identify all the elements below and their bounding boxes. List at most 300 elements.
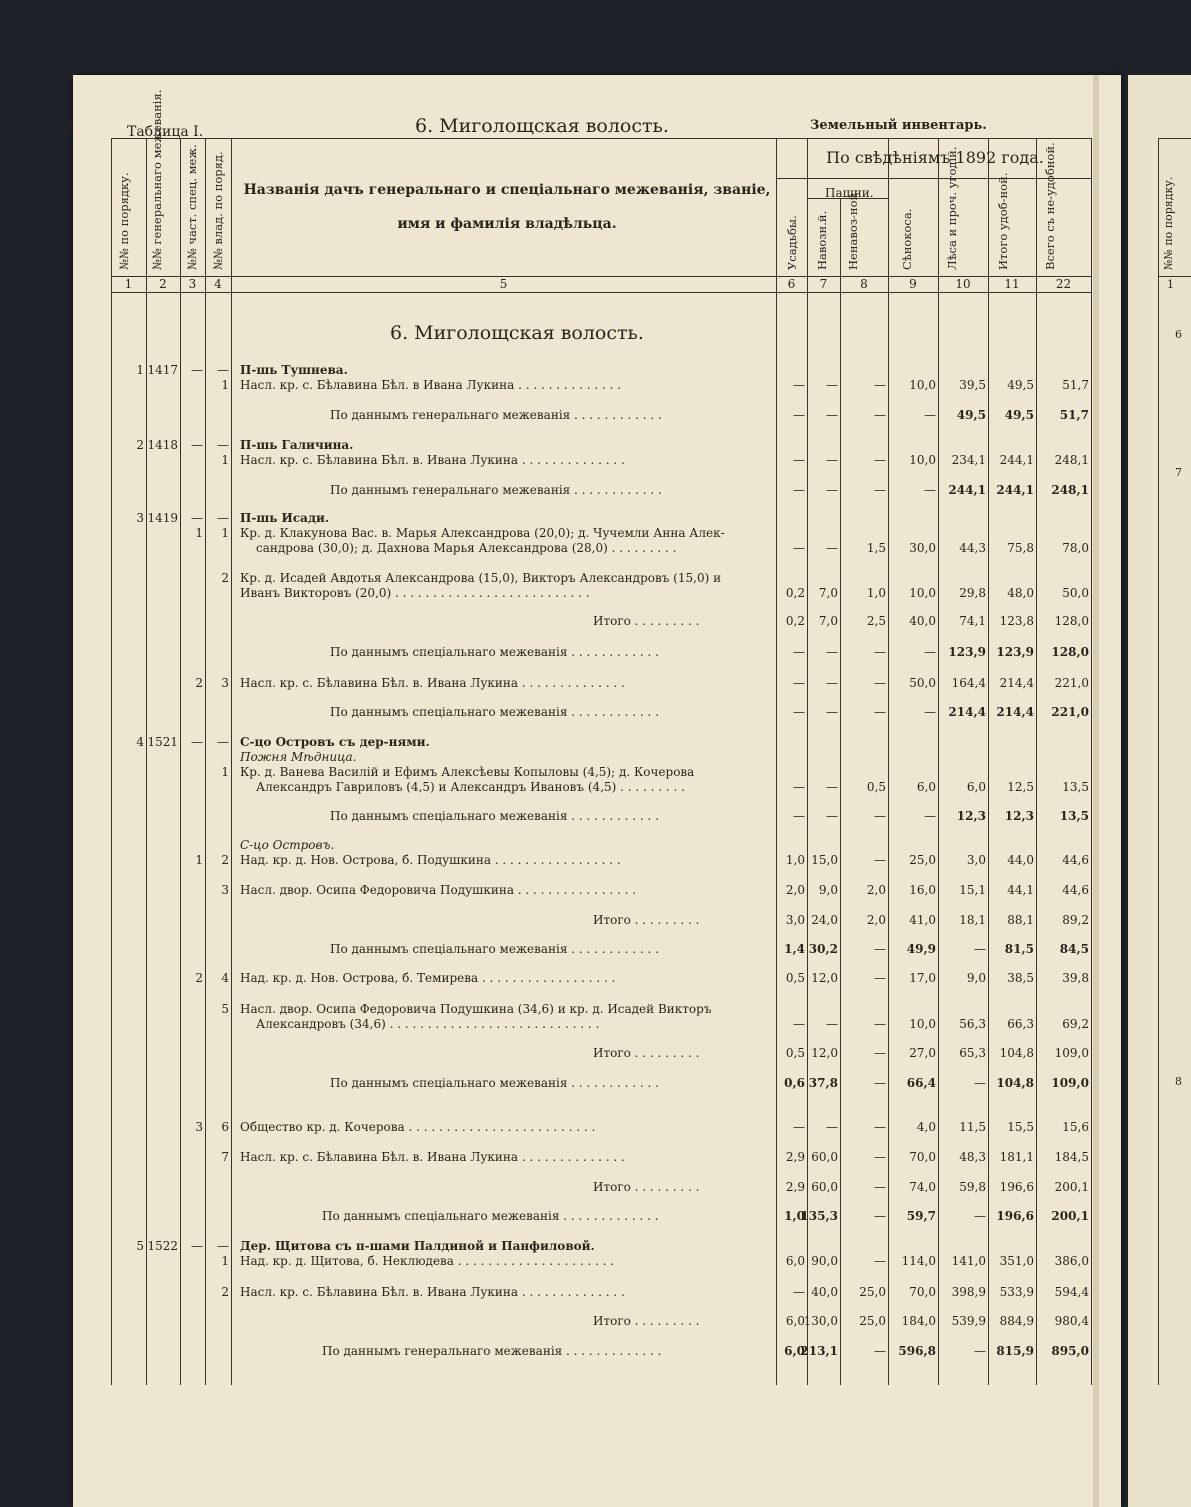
row-value: 2,0 (866, 913, 886, 927)
row-value: 3,0 (785, 913, 805, 927)
row-value: — (874, 408, 886, 422)
row-value: 6,0 (785, 1254, 805, 1268)
row-value: 17,0 (909, 971, 936, 985)
row-value: 49,5 (1004, 408, 1034, 422)
row-label: Дер. Щитова съ п-шами Палдиной и Панфиловой. (240, 1239, 595, 1253)
row-value: — (826, 780, 838, 794)
row-index-c4: 3 (221, 676, 229, 690)
row-index-c4: 2 (221, 1285, 229, 1299)
row-value: 89,2 (1062, 913, 1089, 927)
row-value: 244,1 (996, 483, 1034, 497)
row-value: — (874, 1120, 886, 1134)
row-value: 49,5 (1007, 378, 1034, 392)
row-value: 533,9 (999, 1285, 1034, 1299)
row-value: — (874, 1344, 886, 1358)
row-value: 16,0 (909, 883, 936, 897)
row-value: — (826, 541, 838, 555)
row-index-c3: 2 (195, 971, 203, 985)
row-value: 25,0 (859, 1285, 886, 1299)
row-value: 40,0 (909, 614, 936, 628)
row-value: 114,0 (901, 1254, 936, 1268)
row-value: 60,0 (811, 1150, 838, 1164)
row-value: 9,0 (966, 971, 986, 985)
row-value: 78,0 (1062, 541, 1089, 555)
column-header-c11: Итого удоб-ной. (996, 172, 1010, 270)
row-value: 0,5 (785, 1046, 805, 1060)
facing-column-header: №№ по порядку. (1162, 176, 1175, 270)
row-value: — (826, 408, 838, 422)
column-number: 5 (499, 277, 508, 291)
row-value: — (874, 853, 886, 867)
column-header-c3: №№ част. спец. меж. (185, 144, 199, 270)
row-value: 248,1 (1051, 483, 1089, 497)
row-value: 196,6 (996, 1209, 1034, 1223)
book-gutter (1093, 75, 1099, 1507)
table-label: Таблица I. (127, 124, 204, 140)
column-number-rule (111, 292, 1091, 293)
row-value: 81,5 (1004, 942, 1034, 956)
row-value: 244,1 (999, 453, 1034, 467)
table-top-rule (111, 138, 1091, 139)
row-value: 200,1 (1054, 1180, 1089, 1194)
row-value: — (793, 483, 805, 497)
row-value: — (924, 645, 936, 659)
row-value: 164,4 (951, 676, 986, 690)
row-value: 69,2 (1062, 1017, 1089, 1031)
row-index-c2: 1522 (147, 1239, 178, 1253)
row-value: 12,0 (811, 1046, 838, 1060)
column-number: 1 (124, 277, 133, 291)
column-header-c1: №№ по порядку. (117, 172, 131, 270)
row-value: 6,0 (784, 1344, 805, 1358)
row-value: 30,0 (909, 541, 936, 555)
row-index-c1: 5 (136, 1239, 144, 1253)
row-index-c4: — (217, 438, 229, 452)
row-value: 12,0 (811, 971, 838, 985)
row-value: 44,0 (1007, 853, 1034, 867)
column-border (146, 138, 147, 1385)
row-value: 196,6 (999, 1180, 1034, 1194)
row-value: — (793, 408, 805, 422)
row-index-c3: 1 (195, 526, 203, 540)
row-value: — (826, 378, 838, 392)
row-value: 41,0 (909, 913, 936, 927)
row-value: 10,0 (909, 586, 936, 600)
row-label: Над. кр. д. Нов. Острова, б. Подушкина . . . . . . . . . . . . . . . . . (240, 853, 621, 867)
row-value: — (874, 645, 886, 659)
row-value: 109,0 (1051, 1076, 1089, 1090)
row-label: Кр. д. Клакунова Вас. в. Марья Александрова (20,0); д. Чучемли Анна Алек- (240, 526, 725, 540)
column-border (988, 138, 989, 1385)
row-value: — (924, 705, 936, 719)
row-value: — (874, 1076, 886, 1090)
row-value: — (874, 483, 886, 497)
row-value: 13,5 (1059, 809, 1089, 823)
row-value: — (826, 483, 838, 497)
page-number: 2 (62, 118, 74, 139)
row-value: — (826, 645, 838, 659)
row-value: 48,0 (1007, 586, 1034, 600)
row-label: По даннымъ спеціальнаго межеванія . . . . . . . . . . . . (330, 809, 659, 823)
row-value: 128,0 (1054, 614, 1089, 628)
row-label: По даннымъ спеціальнаго межеванія . . . . . . . . . . . . (330, 645, 659, 659)
running-head: Земельный инвентарь. (810, 118, 987, 133)
row-value: 2,9 (785, 1150, 805, 1164)
facing-column-border (1158, 138, 1159, 1385)
row-value: 40,0 (811, 1285, 838, 1299)
row-label: Общество кр. д. Кочерова . . . . . . . . . . . . . . . . . . . . . . . . . (240, 1120, 596, 1134)
row-index-c4: — (217, 511, 229, 525)
row-value: 88,1 (1007, 913, 1034, 927)
row-value: 7,0 (818, 586, 838, 600)
row-value: 48,3 (959, 1150, 986, 1164)
row-label: По даннымъ генеральнаго межеванія . . . . . . . . . . . . . (322, 1344, 662, 1358)
row-value: 214,4 (996, 705, 1034, 719)
column-header-c7: Навозн.й. (815, 210, 829, 270)
row-label: П-шь Тушнева. (240, 363, 348, 377)
row-value: 15,5 (1007, 1120, 1034, 1134)
row-label: Кр. д. Ванева Василій и Ефимъ Алексѣевы Копыловы (4,5); д. Кочерова (240, 765, 695, 779)
row-value: — (874, 676, 886, 690)
facing-row-number: 7 (1175, 466, 1182, 479)
arable-header: Пашни. (825, 186, 874, 200)
row-value: — (874, 809, 886, 823)
row-value: — (826, 1120, 838, 1134)
row-value: 15,0 (811, 853, 838, 867)
row-value: 29,8 (959, 586, 986, 600)
row-value: 74,0 (909, 1180, 936, 1194)
row-index-c1: 2 (136, 438, 144, 452)
row-value: 59,7 (906, 1209, 936, 1223)
row-index-c3: — (191, 1239, 203, 1253)
row-value: 130,0 (803, 1314, 838, 1328)
column-header-c4: №№ влад. по поряд. (211, 151, 225, 270)
row-value: 50,0 (909, 676, 936, 690)
row-value: 27,0 (909, 1046, 936, 1060)
row-value: — (924, 483, 936, 497)
row-value: 38,5 (1007, 971, 1034, 985)
row-label: Итого . . . . . . . . . (593, 1046, 700, 1060)
row-value: 66,3 (1007, 1017, 1034, 1031)
row-value: — (793, 676, 805, 690)
row-index-c4: 5 (221, 1002, 229, 1016)
row-value: 221,0 (1054, 676, 1089, 690)
row-value: 49,9 (906, 942, 936, 956)
row-value: 184,5 (1054, 1150, 1089, 1164)
column-header-c9: Сѣнокоса. (900, 208, 914, 270)
row-index-c3: — (191, 511, 203, 525)
row-value: 70,0 (909, 1150, 936, 1164)
row-label: Насл. двор. Осипа Федоровича Подушкина . . . . . . . . . . . . . . . . (240, 883, 637, 897)
row-value: 10,0 (909, 378, 936, 392)
row-index-c1: 3 (136, 511, 144, 525)
row-value: 1,0 (866, 586, 886, 600)
row-value: 123,8 (999, 614, 1034, 628)
row-value: 0,2 (785, 614, 805, 628)
column-number: 7 (819, 277, 828, 291)
row-value: 4,0 (916, 1120, 936, 1134)
row-label: По даннымъ спеціальнаго межеванія . . . . . . . . . . . . . (322, 1209, 659, 1223)
row-value: — (974, 1344, 986, 1358)
row-value: 6,0 (966, 780, 986, 794)
row-index-c4: — (217, 735, 229, 749)
row-index-c4: 4 (221, 971, 229, 985)
row-value: 234,1 (951, 453, 986, 467)
row-value: 248,1 (1054, 453, 1089, 467)
column-number: 8 (860, 277, 868, 291)
row-value: 141,0 (951, 1254, 986, 1268)
row-index-c4: 3 (221, 883, 229, 897)
row-value: 214,4 (999, 676, 1034, 690)
row-label: По даннымъ генеральнаго межеванія . . . . . . . . . . . . (330, 483, 662, 497)
column-border (938, 138, 939, 1385)
column-border (776, 138, 777, 1385)
row-value: — (974, 1076, 986, 1090)
row-value: 884,9 (999, 1314, 1034, 1328)
row-value: — (793, 1017, 805, 1031)
column-border (205, 138, 206, 1385)
row-index-c4: — (217, 363, 229, 377)
row-value: 12,3 (1004, 809, 1034, 823)
row-value: 25,0 (859, 1314, 886, 1328)
row-value: — (793, 453, 805, 467)
column-number: 10 (955, 277, 971, 291)
row-value: 398,9 (951, 1285, 986, 1299)
row-index-c3: 3 (195, 1120, 203, 1134)
row-value: 539,9 (951, 1314, 986, 1328)
row-value: — (874, 378, 886, 392)
row-value: — (874, 1209, 886, 1223)
row-value: 30,2 (808, 942, 838, 956)
row-value: — (826, 705, 838, 719)
row-value: 386,0 (1054, 1254, 1089, 1268)
row-value: 70,0 (909, 1285, 936, 1299)
row-value: — (874, 453, 886, 467)
row-label: С-цо Островъ съ дер-нями. (240, 735, 430, 749)
row-value: 135,3 (800, 1209, 838, 1223)
row-label: По даннымъ спеціальнаго межеванія . . . . . . . . . . . . (330, 942, 659, 956)
row-value: 7,0 (818, 614, 838, 628)
row-index-c4: 2 (221, 571, 229, 585)
row-label: Иванъ Викторовъ (20,0) . . . . . . . . . . . . . . . . . . . . . . . . . . (240, 586, 590, 600)
row-value: 181,1 (999, 1150, 1034, 1164)
row-label: С-цо Островъ. (240, 838, 335, 852)
column-border (1036, 138, 1037, 1385)
column-header-c8: Ненавоз-ной. (846, 189, 860, 270)
row-value: 1,5 (866, 541, 886, 555)
row-value: 2,0 (866, 883, 886, 897)
row-value: 244,1 (948, 483, 986, 497)
row-value: — (826, 809, 838, 823)
row-value: 74,1 (959, 614, 986, 628)
row-value: 24,0 (811, 913, 838, 927)
row-value: 0,6 (784, 1076, 805, 1090)
row-value: 123,9 (996, 645, 1034, 659)
row-value: 214,4 (948, 705, 986, 719)
column-border (888, 138, 889, 1385)
row-index-c1: 4 (136, 735, 144, 749)
row-value: 594,4 (1054, 1285, 1089, 1299)
row-label: Над. кр. д. Щитова, б. Неклюдева . . . . . . . . . . . . . . . . . . . . . (240, 1254, 615, 1268)
column-number: 2 (159, 277, 167, 291)
row-value: 10,0 (909, 1017, 936, 1031)
column-border (1091, 138, 1092, 1385)
row-value: 2,9 (785, 1180, 805, 1194)
facing-rule (1158, 276, 1191, 277)
row-value: — (924, 408, 936, 422)
column-5-header: Названія дачъ генеральнаго и спеціальнаго межеванія, званіе, имя и фамилія владѣльца. (243, 182, 771, 232)
row-value: — (874, 942, 886, 956)
row-value: 39,5 (959, 378, 986, 392)
row-value: 0,5 (866, 780, 886, 794)
row-value: 1,0 (785, 853, 805, 867)
row-value: 25,0 (909, 853, 936, 867)
row-label: Кр. д. Исадей Авдотья Александрова (15,0), Викторъ Александровъ (15,0) и (240, 571, 722, 585)
row-index-c4: 1 (221, 378, 229, 392)
column-number: 6 (787, 277, 796, 291)
row-value: — (793, 705, 805, 719)
row-label: Насл. кр. с. Бѣлавина Бѣл. в. Ивана Лукина . . . . . . . . . . . . . . (240, 676, 625, 690)
row-value: 51,7 (1062, 378, 1089, 392)
row-value: 15,6 (1062, 1120, 1089, 1134)
column-number: 11 (1004, 277, 1020, 291)
row-value: 6,0 (785, 1314, 805, 1328)
row-value: 815,9 (996, 1344, 1034, 1358)
row-label: Насл. двор. Осипа Федоровича Подушкина (34,6) и кр. д. Исадей Викторъ (240, 1002, 712, 1016)
row-value: 2,5 (866, 614, 886, 628)
row-label: Насл. кр. с. Бѣлавина Бѣл. в. Ивана Лукина . . . . . . . . . . . . . . (240, 453, 625, 467)
row-index-c2: 1419 (147, 511, 178, 525)
row-value: 596,8 (898, 1344, 936, 1358)
column-border (180, 138, 181, 1385)
row-label: П-шь Галичина. (240, 438, 354, 452)
row-value: — (793, 1120, 805, 1134)
row-value: — (826, 453, 838, 467)
row-value: — (974, 1209, 986, 1223)
row-value: 9,0 (818, 883, 838, 897)
column-border (807, 138, 808, 1385)
row-value: — (874, 971, 886, 985)
row-value: 221,0 (1051, 705, 1089, 719)
row-value: 60,0 (811, 1180, 838, 1194)
row-label: Итого . . . . . . . . . (593, 1180, 700, 1194)
row-value: 2,0 (785, 883, 805, 897)
row-value: 49,5 (956, 408, 986, 422)
row-label: Александръ Гавриловъ (4,5) и Александръ Ивановъ (4,5) . . . . . . . . . (256, 780, 685, 794)
row-label: Насл. кр. с. Бѣлавина Бѣл. в. Ивана Лукина . . . . . . . . . . . . . . (240, 1285, 625, 1299)
row-value: — (874, 1254, 886, 1268)
row-index-c3: — (191, 735, 203, 749)
row-value: 11,5 (959, 1120, 986, 1134)
row-label: Итого . . . . . . . . . (593, 913, 700, 927)
row-value: 44,1 (1007, 883, 1034, 897)
row-value: 213,1 (800, 1344, 838, 1358)
row-value: 50,0 (1062, 586, 1089, 600)
row-value: — (924, 809, 936, 823)
row-value: — (793, 541, 805, 555)
row-value: 66,4 (906, 1076, 936, 1090)
row-index-c4: 6 (221, 1120, 229, 1134)
row-value: 0,5 (785, 971, 805, 985)
row-value: 84,5 (1059, 942, 1089, 956)
row-value: 18,1 (959, 913, 986, 927)
column-border (231, 138, 232, 1385)
row-value: — (974, 942, 986, 956)
row-value: 90,0 (811, 1254, 838, 1268)
row-index-c3: 2 (195, 676, 203, 690)
facing-column-number: 1 (1167, 278, 1174, 291)
row-value: 104,8 (999, 1046, 1034, 1060)
row-value: — (874, 1046, 886, 1060)
row-value: 39,8 (1062, 971, 1089, 985)
year-header: По свѣдѣніямъ 1892 года. (826, 148, 1044, 167)
row-value: 200,1 (1051, 1209, 1089, 1223)
row-value: — (793, 1285, 805, 1299)
row-index-c3: 1 (195, 853, 203, 867)
row-value: — (874, 1180, 886, 1194)
row-label: Насл. кр. с. Бѣлавина Бѣл. в Ивана Лукина . . . . . . . . . . . . . . (240, 378, 622, 392)
row-value: 12,5 (1007, 780, 1034, 794)
row-index-c4: 1 (221, 526, 229, 540)
row-value: 37,8 (808, 1076, 838, 1090)
row-value: 56,3 (959, 1017, 986, 1031)
row-label: Александровъ (34,6) . . . . . . . . . . . . . . . . . . . . . . . . . . . . (256, 1017, 600, 1031)
row-value: 351,0 (999, 1254, 1034, 1268)
row-value: 3,0 (966, 853, 986, 867)
row-label: По даннымъ спеціальнаго межеванія . . . . . . . . . . . . (330, 1076, 659, 1090)
column-number: 4 (214, 277, 222, 291)
row-value: 13,5 (1062, 780, 1089, 794)
row-label: Насл. кр. с. Бѣлавина Бѣл. в. Ивана Лукина . . . . . . . . . . . . . . (240, 1150, 625, 1164)
row-value: 65,3 (959, 1046, 986, 1060)
row-value: — (874, 1150, 886, 1164)
row-label: Над. кр. д. Нов. Острова, б. Темирева . . . . . . . . . . . . . . . . . . (240, 971, 616, 985)
row-label: Пожня Мѣдница. (240, 750, 357, 764)
row-value: 75,8 (1007, 541, 1034, 555)
row-value: 44,6 (1062, 883, 1089, 897)
column-header-c6: Усадьбы. (785, 215, 799, 270)
row-value: — (793, 378, 805, 392)
row-value: — (826, 1017, 838, 1031)
column-number: 9 (909, 277, 917, 291)
row-index-c4: 1 (221, 1254, 229, 1268)
row-value: 59,8 (959, 1180, 986, 1194)
row-index-c4: 1 (221, 765, 229, 779)
row-index-c4: 1 (221, 453, 229, 467)
row-value: — (793, 780, 805, 794)
row-value: 15,1 (959, 883, 986, 897)
row-value: 109,0 (1054, 1046, 1089, 1060)
row-value: — (793, 645, 805, 659)
row-value: 1,0 (784, 1209, 805, 1223)
row-value: — (874, 705, 886, 719)
row-value: 128,0 (1051, 645, 1089, 659)
row-value: — (874, 1017, 886, 1031)
row-label: По даннымъ генеральнаго межеванія . . . . . . . . . . . . (330, 408, 662, 422)
row-index-c4: 2 (221, 853, 229, 867)
row-value: 0,2 (785, 586, 805, 600)
row-value: 104,8 (996, 1076, 1034, 1090)
row-value: 895,0 (1051, 1344, 1089, 1358)
facing-row-number: 6 (1175, 328, 1182, 341)
row-value: 980,4 (1054, 1314, 1089, 1328)
row-index-c4: 7 (221, 1150, 229, 1164)
row-index-c4: — (217, 1239, 229, 1253)
facing-page-edge (1128, 75, 1191, 1507)
section-title: 6. Миголощская волость. (390, 322, 644, 344)
row-value: — (826, 676, 838, 690)
facing-row-number: 8 (1175, 1075, 1182, 1088)
